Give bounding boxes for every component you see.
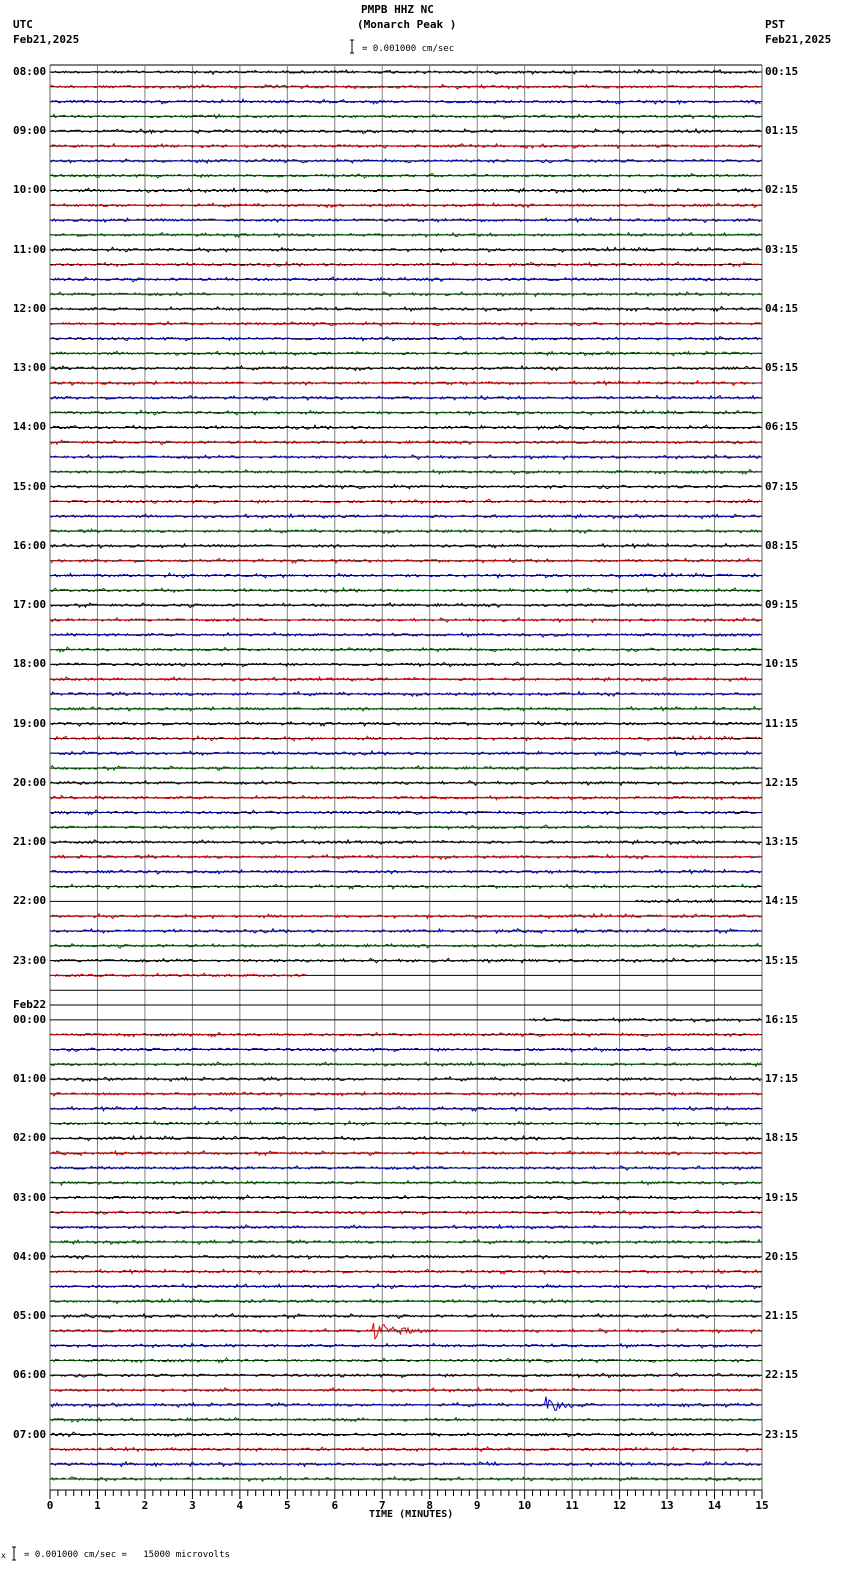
x-tick-label: 12 — [612, 1499, 627, 1512]
pst-time-label: 11:15 — [765, 716, 799, 730]
right-date: Feb21,2025 — [765, 33, 832, 46]
pst-time-label: 15:15 — [765, 953, 799, 967]
utc-hour-label: 09:00 — [13, 124, 47, 138]
x-tick-label: 6 — [331, 1499, 339, 1512]
x-tick-label: 7 — [378, 1499, 386, 1512]
utc-hour-label: 22:00 — [13, 894, 47, 908]
utc-hour-label: 23:00 — [13, 953, 47, 967]
utc-hour-label: 21:00 — [13, 835, 47, 849]
x-tick-label: 5 — [284, 1499, 291, 1512]
seismic-traces — [50, 70, 762, 1482]
x-tick-label: 1 — [94, 1499, 101, 1512]
pst-time-label: 17:15 — [765, 1072, 799, 1086]
x-tick-label: 11 — [565, 1499, 579, 1512]
footer-scale-label: = 0.001000 cm/sec = 15000 microvolts — [24, 1550, 230, 1560]
pst-time-label: 21:15 — [765, 1309, 799, 1323]
left-timezone: UTC — [13, 18, 33, 31]
utc-hour-label: 12:00 — [13, 301, 47, 315]
left-date: Feb21,2025 — [13, 33, 80, 46]
x-tick-label: 15 — [755, 1499, 769, 1512]
pst-time-label: 07:15 — [765, 479, 799, 493]
pst-time-label: 08:15 — [765, 538, 799, 552]
pst-time-label: 03:15 — [765, 242, 799, 256]
x-tick-label: 14 — [707, 1499, 722, 1512]
utc-hour-label: 06:00 — [13, 1368, 47, 1382]
pst-time-label: 05:15 — [765, 361, 799, 375]
utc-hour-label: 03:00 — [13, 1190, 47, 1204]
pst-time-label: 10:15 — [765, 657, 799, 671]
pst-time-label: 00:15 — [765, 65, 799, 78]
right-timezone: PST — [765, 18, 785, 31]
utc-hour-label: 19:00 — [13, 716, 47, 730]
footer-scale-bar-icon — [12, 1547, 16, 1560]
date-change-label: Feb22 — [13, 998, 47, 1012]
utc-hour-label: 08:00 — [13, 65, 47, 78]
utc-hour-label: 04:00 — [13, 1249, 47, 1263]
pst-time-label: 02:15 — [765, 183, 799, 197]
utc-hour-label: 17:00 — [13, 598, 47, 612]
pst-time-label: 09:15 — [765, 598, 799, 612]
x-tick-label: 13 — [660, 1499, 674, 1512]
x-tick-label: 3 — [189, 1499, 196, 1512]
utc-hour-label: 16:00 — [13, 538, 47, 552]
pst-time-label: 16:15 — [765, 1012, 799, 1026]
x-tick-label: 9 — [473, 1499, 481, 1512]
x-tick-label: 8 — [426, 1499, 434, 1512]
x-tick-label: 10 — [518, 1499, 532, 1512]
utc-hour-label: 00:00 — [13, 1012, 47, 1026]
pst-time-label: 06:15 — [765, 420, 799, 434]
pst-time-label: 19:15 — [765, 1190, 799, 1204]
utc-hour-label: 11:00 — [13, 242, 47, 256]
utc-hour-label: 02:00 — [13, 1131, 47, 1145]
utc-hour-label: 20:00 — [13, 775, 47, 789]
scale-label: = 0.001000 cm/sec — [362, 44, 455, 54]
utc-hour-label: 15:00 — [13, 479, 47, 493]
utc-hour-label: 13:00 — [13, 361, 47, 375]
station-location: (Monarch Peak ) — [357, 18, 457, 31]
x-tick-label: 0 — [46, 1499, 54, 1512]
pst-time-label: 18:15 — [765, 1131, 799, 1145]
pst-time-label: 13:15 — [765, 835, 799, 849]
utc-hour-label: 07:00 — [13, 1427, 47, 1441]
utc-hour-label: 18:00 — [13, 657, 47, 671]
utc-hour-label: 01:00 — [13, 1072, 47, 1086]
utc-hour-label: 05:00 — [13, 1309, 47, 1323]
pst-time-label: 12:15 — [765, 775, 799, 789]
x-tick-label: 4 — [236, 1499, 244, 1512]
utc-hour-label: 10:00 — [13, 183, 47, 197]
footer-marker: x — [1, 1551, 6, 1560]
pst-time-label: 04:15 — [765, 301, 799, 315]
scale-bar-icon — [350, 40, 354, 53]
pst-time-label: 20:15 — [765, 1249, 799, 1263]
pst-time-label: 01:15 — [765, 124, 799, 138]
x-axis-label: TIME (MINUTES) — [369, 1509, 454, 1520]
utc-hour-label: 14:00 — [13, 420, 47, 434]
pst-time-label: 14:15 — [765, 894, 799, 908]
pst-time-label: 23:15 — [765, 1427, 799, 1441]
pst-time-label: 22:15 — [765, 1368, 799, 1382]
x-tick-label: 2 — [141, 1499, 149, 1512]
station-title: PMPB HHZ NC — [361, 3, 434, 16]
